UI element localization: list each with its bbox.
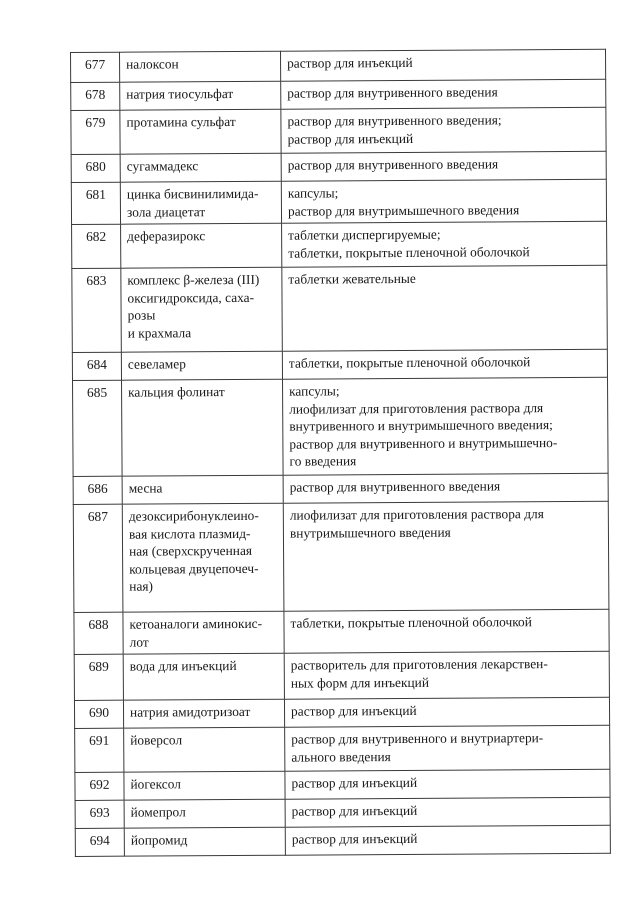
table-row	[71, 107, 606, 154]
drug-name-line: вода для инъекций	[129, 657, 237, 674]
row-number: 686	[73, 476, 122, 504]
drug-name-line: ная (сверхскрученная	[129, 542, 253, 559]
drug-name-line: налоксон	[126, 56, 179, 72]
dosage-form-line: раствор для инъекций	[291, 830, 418, 847]
drug-name-cell	[121, 223, 282, 268]
dosage-form-line: раствор для внутривенного введения	[289, 478, 501, 495]
dosage-form-cell	[284, 609, 609, 653]
dosage-form-line: таблетки, покрытые пленочной оболочкой	[288, 243, 530, 261]
dosage-form-line: внутривенного и внутримышечного введения;	[289, 417, 553, 434]
drug-name-line: натрия амидотризоат	[129, 703, 251, 720]
dosage-form-cell	[285, 797, 610, 827]
dosage-form-cell	[282, 221, 607, 267]
drug-name-cell	[124, 771, 285, 800]
drug-list-table	[70, 49, 611, 857]
row-number: 684	[72, 352, 121, 380]
drug-name-cell	[120, 51, 281, 82]
table-row	[73, 377, 609, 476]
drug-name-cell	[122, 475, 283, 504]
row-number: 680	[71, 154, 120, 182]
drug-name-line: йопромид	[130, 832, 188, 848]
table-row	[75, 769, 610, 800]
dosage-form-cell	[285, 769, 610, 799]
row-number: 679	[71, 110, 120, 154]
table-row	[73, 473, 608, 504]
dosage-form-cell	[283, 473, 608, 503]
drug-name-line: йогексол	[130, 776, 181, 792]
drug-name-line: кетоаналоги аминокис-	[129, 615, 263, 632]
table-row	[74, 609, 609, 654]
table-row	[71, 49, 606, 82]
row-number: 691	[75, 728, 124, 772]
table-row	[72, 221, 607, 268]
drug-name-cell	[121, 351, 282, 380]
row-number: 692	[75, 772, 124, 800]
drug-name-cell	[124, 827, 285, 856]
row-number: 683	[72, 268, 122, 352]
dosage-form-line: раствор для инъекций	[290, 702, 417, 719]
drug-name-line: йомепрол	[130, 804, 186, 820]
table-row	[71, 79, 606, 110]
dosage-form-cell	[285, 725, 610, 771]
dosage-form-line: внутримышечного введения	[289, 524, 451, 541]
drug-name-cell	[124, 727, 285, 772]
dosage-form-cell	[283, 377, 609, 475]
row-number: 693	[75, 800, 124, 828]
row-number: 688	[74, 612, 123, 654]
drug-name-line: лот	[129, 634, 149, 650]
row-number: 678	[71, 82, 120, 110]
row-number: 694	[75, 828, 124, 856]
drug-name-line: йоверсол	[130, 732, 183, 748]
drug-name-line: севеламер	[127, 356, 186, 372]
dosage-form-cell	[280, 49, 605, 81]
drug-name-line: вая кислота плазмид-	[128, 525, 251, 542]
row-number: 681	[71, 182, 120, 224]
drug-name-cell	[120, 81, 281, 110]
drug-name-cell	[122, 379, 284, 476]
drug-name-line: деферазирокс	[127, 228, 206, 244]
drug-name-line: протамина сульфат	[126, 113, 236, 130]
row-number: 687	[73, 504, 123, 612]
drug-name-line: оксигидроксида, саха-	[127, 289, 255, 306]
table-row	[74, 651, 609, 700]
dosage-form-cell	[284, 651, 609, 699]
drug-name-line: комплекс β-железа (III)	[127, 271, 260, 288]
drug-name-line: ная)	[129, 578, 154, 594]
drug-name-line: зола диацетат	[126, 203, 206, 220]
drug-name-cell	[123, 653, 284, 700]
row-number: 677	[71, 52, 120, 82]
drug-name-cell	[123, 611, 284, 654]
drug-name-line: розы	[127, 307, 156, 323]
drug-name-line: натрия тиосульфат	[126, 86, 234, 102]
table-body	[71, 49, 611, 856]
table-row	[75, 797, 610, 828]
drug-name-line: дезоксирибонуклеино-	[128, 507, 259, 524]
dosage-form-line: лиофилизат для приготовления раствора для	[289, 399, 544, 417]
dosage-form-line: капсулы;	[287, 185, 339, 201]
dosage-form-line: ального введения	[291, 748, 391, 765]
dosage-form-line: раствор для инъекций	[291, 774, 418, 791]
row-number: 690	[74, 700, 123, 728]
table-row	[75, 825, 610, 856]
dosage-form-line: ных форм для инъекций	[290, 674, 430, 691]
drug-name-cell	[123, 699, 284, 728]
drug-name-line: и крахмала	[127, 324, 192, 341]
dosage-form-line: раствор для внутривенного и внутримышечно-	[289, 434, 558, 452]
dosage-form-cell	[281, 79, 606, 109]
drug-name-line: кольцевая двуцепочеч-	[129, 560, 259, 577]
dosage-form-line: го введения	[289, 453, 357, 469]
dosage-form-line: таблетки диспергируемые;	[288, 226, 441, 243]
dosage-form-line: таблетки жевательные	[288, 270, 416, 287]
table-row	[72, 265, 608, 352]
dosage-form-cell	[283, 501, 609, 611]
dosage-form-cell	[281, 107, 606, 153]
table-row	[72, 349, 607, 380]
dosage-form-line: раствор для внутривенного и внутриартери-	[291, 730, 544, 747]
table-row	[75, 725, 610, 772]
dosage-form-line: таблетки, покрытые пленочной оболочкой	[290, 614, 532, 631]
dosage-form-cell	[281, 179, 606, 223]
table-row	[73, 501, 609, 612]
dosage-form-line: раствор для инъекций	[291, 802, 418, 819]
dosage-form-line: растворитель для приготовления лекарствен-	[290, 656, 548, 673]
drug-name-line: цинка бисвинилимида-	[126, 185, 259, 202]
dosage-form-cell	[282, 265, 608, 351]
dosage-form-line: раствор для внутривенного введения;	[287, 112, 502, 129]
drug-name-cell	[120, 153, 281, 182]
drug-name-cell	[120, 181, 281, 224]
dosage-form-line: таблетки, покрытые пленочной оболочкой	[288, 354, 531, 371]
table-row	[74, 697, 609, 728]
drug-name-line: месна	[128, 480, 163, 496]
dosage-form-line: раствор для внутривенного введения	[287, 156, 499, 173]
drug-name-line: кальция фолинат	[128, 384, 225, 400]
drug-name-cell	[124, 799, 285, 828]
dosage-form-line: раствор для внутримышечного введения	[287, 201, 520, 219]
row-number: 685	[73, 380, 123, 476]
dosage-form-line: раствор для инъекций	[287, 130, 414, 147]
dosage-form-line: раствор для инъекций	[287, 54, 413, 71]
table-row	[71, 151, 606, 182]
table-row	[71, 179, 606, 224]
dosage-form-cell	[282, 349, 607, 379]
dosage-form-line: раствор для внутривенного введения	[287, 84, 498, 101]
drug-name-cell	[122, 503, 284, 612]
dosage-form-line: лиофилизат для приготовления раствора для	[289, 506, 544, 523]
drug-name-cell	[120, 109, 281, 154]
dosage-form-cell	[284, 697, 609, 727]
drug-name-line: сугаммадекс	[126, 158, 199, 174]
dosage-form-cell	[285, 825, 610, 855]
row-number: 689	[74, 654, 123, 700]
drug-name-cell	[121, 267, 283, 352]
dosage-form-cell	[281, 151, 606, 181]
dosage-form-line: капсулы;	[289, 383, 340, 399]
row-number: 682	[72, 224, 121, 268]
